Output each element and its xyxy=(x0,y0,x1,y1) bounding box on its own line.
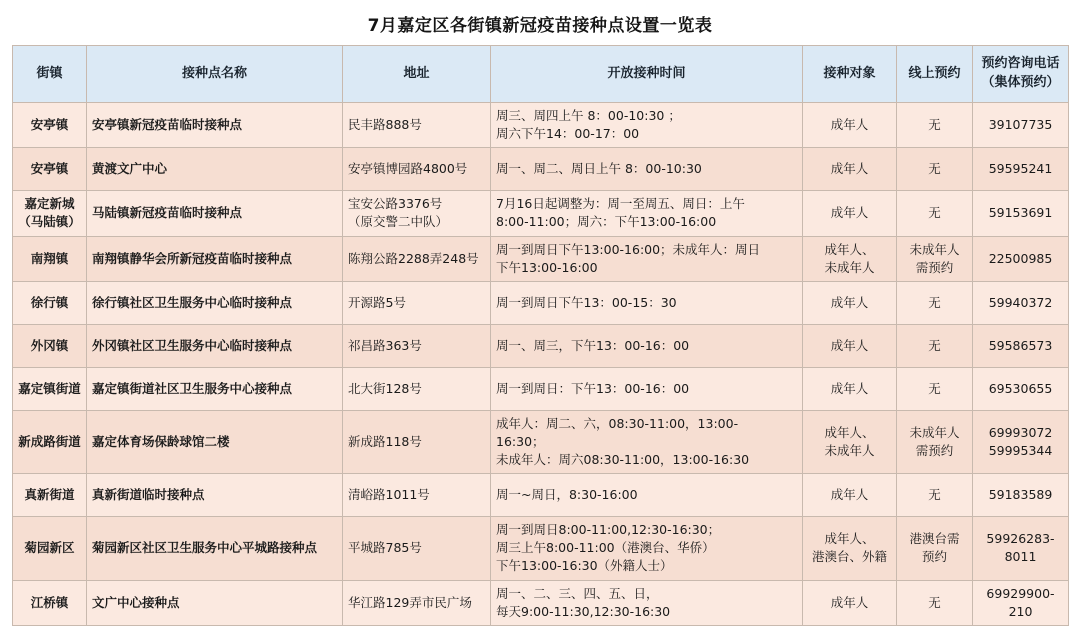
cell-open-time: 周一到周日下午13:00-16:00；未成年人：周日 下午13:00-16:00 xyxy=(491,236,803,281)
cell-site-name: 黄渡文广中心 xyxy=(87,148,343,191)
cell-open-time: 周一~周日，8:30-16:00 xyxy=(491,474,803,517)
cell-address: 民丰路888号 xyxy=(343,103,491,148)
cell-phone: 69530655 xyxy=(973,367,1069,410)
column-header-district: 街镇 xyxy=(13,46,87,103)
column-header-phone xyxy=(973,46,1069,103)
cell-phone: 59926283-8011 xyxy=(973,517,1069,580)
cell-district: 南翔镇 xyxy=(13,236,87,281)
cell-open-time: 7月16日起调整为：周一至周五、周日：上午 8:00-11:00；周六：下午13:00-16:00 xyxy=(491,191,803,236)
cell-site-name: 菊园新区社区卫生服务中心平城路接种点 xyxy=(87,517,343,580)
vaccination-sites-table xyxy=(12,45,1069,626)
cell-online-booking: 无 xyxy=(897,580,973,625)
cell-target-group: 成年人 xyxy=(803,148,897,191)
page-title: 7月嘉定区各街镇新冠疫苗接种点设置一览表 xyxy=(367,16,713,36)
table-row xyxy=(13,191,1069,236)
cell-target-group: 成年人 xyxy=(803,324,897,367)
cell-open-time: 周一到周日8:00-11:00,12:30-16:30； 周三上午8:00-11:00（港澳台、华侨） 下午13:00-16:30（外籍人士） xyxy=(491,517,803,580)
cell-phone: 39107735 xyxy=(973,103,1069,148)
column-header-target: 接种对象 xyxy=(803,46,897,103)
cell-site-name: 安亭镇新冠疫苗临时接种点 xyxy=(87,103,343,148)
cell-district: 安亭镇 xyxy=(13,148,87,191)
cell-open-time: 周一、周二、周日上午 8：00-10:30 xyxy=(491,148,803,191)
cell-target-group: 成年人 xyxy=(803,367,897,410)
table-row xyxy=(13,410,1069,473)
table-row xyxy=(13,580,1069,625)
column-header-phone-line2: （集体预约） xyxy=(981,75,1060,90)
cell-target-group: 成年人 xyxy=(803,191,897,236)
table-row xyxy=(13,324,1069,367)
cell-site-name: 南翔镇静华会所新冠疫苗临时接种点 xyxy=(87,236,343,281)
cell-site-name: 外冈镇社区卫生服务中心临时接种点 xyxy=(87,324,343,367)
cell-district: 徐行镇 xyxy=(13,281,87,324)
cell-target-group: 成年人、 未成年人 xyxy=(803,410,897,473)
cell-phone: 59595241 xyxy=(973,148,1069,191)
cell-address: 北大街128号 xyxy=(343,367,491,410)
cell-district: 嘉定镇街道 xyxy=(13,367,87,410)
cell-phone: 69993072 59995344 xyxy=(973,410,1069,473)
cell-online-booking: 无 xyxy=(897,474,973,517)
cell-address: 祁昌路363号 xyxy=(343,324,491,367)
table-header-row xyxy=(13,46,1069,103)
cell-district: 菊园新区 xyxy=(13,517,87,580)
cell-address: 华江路129弄市民广场 xyxy=(343,580,491,625)
cell-address: 平城路785号 xyxy=(343,517,491,580)
cell-open-time: 周一到周日：下午13：00-16：00 xyxy=(491,367,803,410)
table-row xyxy=(13,236,1069,281)
cell-online-booking: 未成年人 需预约 xyxy=(897,236,973,281)
cell-online-booking: 未成年人 需预约 xyxy=(897,410,973,473)
cell-online-booking: 无 xyxy=(897,148,973,191)
cell-site-name: 嘉定体育场保龄球馆二楼 xyxy=(87,410,343,473)
cell-open-time: 周一、周三，下午13：00-16：00 xyxy=(491,324,803,367)
table-row xyxy=(13,148,1069,191)
cell-online-booking: 无 xyxy=(897,281,973,324)
cell-online-booking: 无 xyxy=(897,103,973,148)
cell-district: 安亭镇 xyxy=(13,103,87,148)
cell-target-group: 成年人、 港澳台、外籍 xyxy=(803,517,897,580)
cell-address: 新成路118号 xyxy=(343,410,491,473)
column-header-online-booking: 线上预约 xyxy=(897,46,973,103)
cell-target-group: 成年人、 未成年人 xyxy=(803,236,897,281)
cell-phone: 22500985 xyxy=(973,236,1069,281)
column-header-phone-line1: 预约咨询电话 xyxy=(981,56,1060,72)
cell-phone: 59153691 xyxy=(973,191,1069,236)
column-header-time: 开放接种时间 xyxy=(491,46,803,103)
cell-district: 真新街道 xyxy=(13,474,87,517)
cell-district: 嘉定新城 （马陆镇） xyxy=(13,191,87,236)
cell-site-name: 真新街道临时接种点 xyxy=(87,474,343,517)
cell-site-name: 徐行镇社区卫生服务中心临时接种点 xyxy=(87,281,343,324)
cell-district: 外冈镇 xyxy=(13,324,87,367)
cell-district: 江桥镇 xyxy=(13,580,87,625)
cell-online-booking: 无 xyxy=(897,324,973,367)
cell-open-time: 周一到周日下午13：00-15：30 xyxy=(491,281,803,324)
cell-online-booking: 港澳台需 预约 xyxy=(897,517,973,580)
cell-address: 开源路5号 xyxy=(343,281,491,324)
cell-target-group: 成年人 xyxy=(803,281,897,324)
cell-online-booking: 无 xyxy=(897,191,973,236)
table-row xyxy=(13,103,1069,148)
table-row xyxy=(13,281,1069,324)
cell-open-time: 周三、周四上午 8：00-10:30 ； 周六下午14：00-17：00 xyxy=(491,103,803,148)
cell-open-time: 成年人：周二、六，08:30-11:00，13:00- 16:30； 未成年人：周六08:30-11:00，13:00-16:30 xyxy=(491,410,803,473)
cell-address: 清峪路1011号 xyxy=(343,474,491,517)
cell-online-booking: 无 xyxy=(897,367,973,410)
table-row xyxy=(13,474,1069,517)
table-row xyxy=(13,367,1069,410)
cell-phone: 69929900-210 xyxy=(973,580,1069,625)
cell-site-name: 嘉定镇街道社区卫生服务中心接种点 xyxy=(87,367,343,410)
cell-district: 新成路街道 xyxy=(13,410,87,473)
cell-site-name: 文广中心接种点 xyxy=(87,580,343,625)
cell-address: 安亭镇博园路4800号 xyxy=(343,148,491,191)
table-body xyxy=(13,103,1069,626)
cell-phone: 59940372 xyxy=(973,281,1069,324)
cell-target-group: 成年人 xyxy=(803,580,897,625)
column-header-address: 地址 xyxy=(343,46,491,103)
cell-site-name: 马陆镇新冠疫苗临时接种点 xyxy=(87,191,343,236)
cell-phone: 59183589 xyxy=(973,474,1069,517)
column-header-site: 接种点名称 xyxy=(87,46,343,103)
cell-address: 陈翔公路2288弄248号 xyxy=(343,236,491,281)
cell-target-group: 成年人 xyxy=(803,474,897,517)
cell-address: 宝安公路3376号 （原交警二中队） xyxy=(343,191,491,236)
cell-open-time: 周一、二、三、四、五、日， 每天9:00-11:30,12:30-16:30 xyxy=(491,580,803,625)
cell-target-group: 成年人 xyxy=(803,103,897,148)
cell-phone: 59586573 xyxy=(973,324,1069,367)
table-row xyxy=(13,517,1069,580)
table-header xyxy=(13,46,1069,103)
